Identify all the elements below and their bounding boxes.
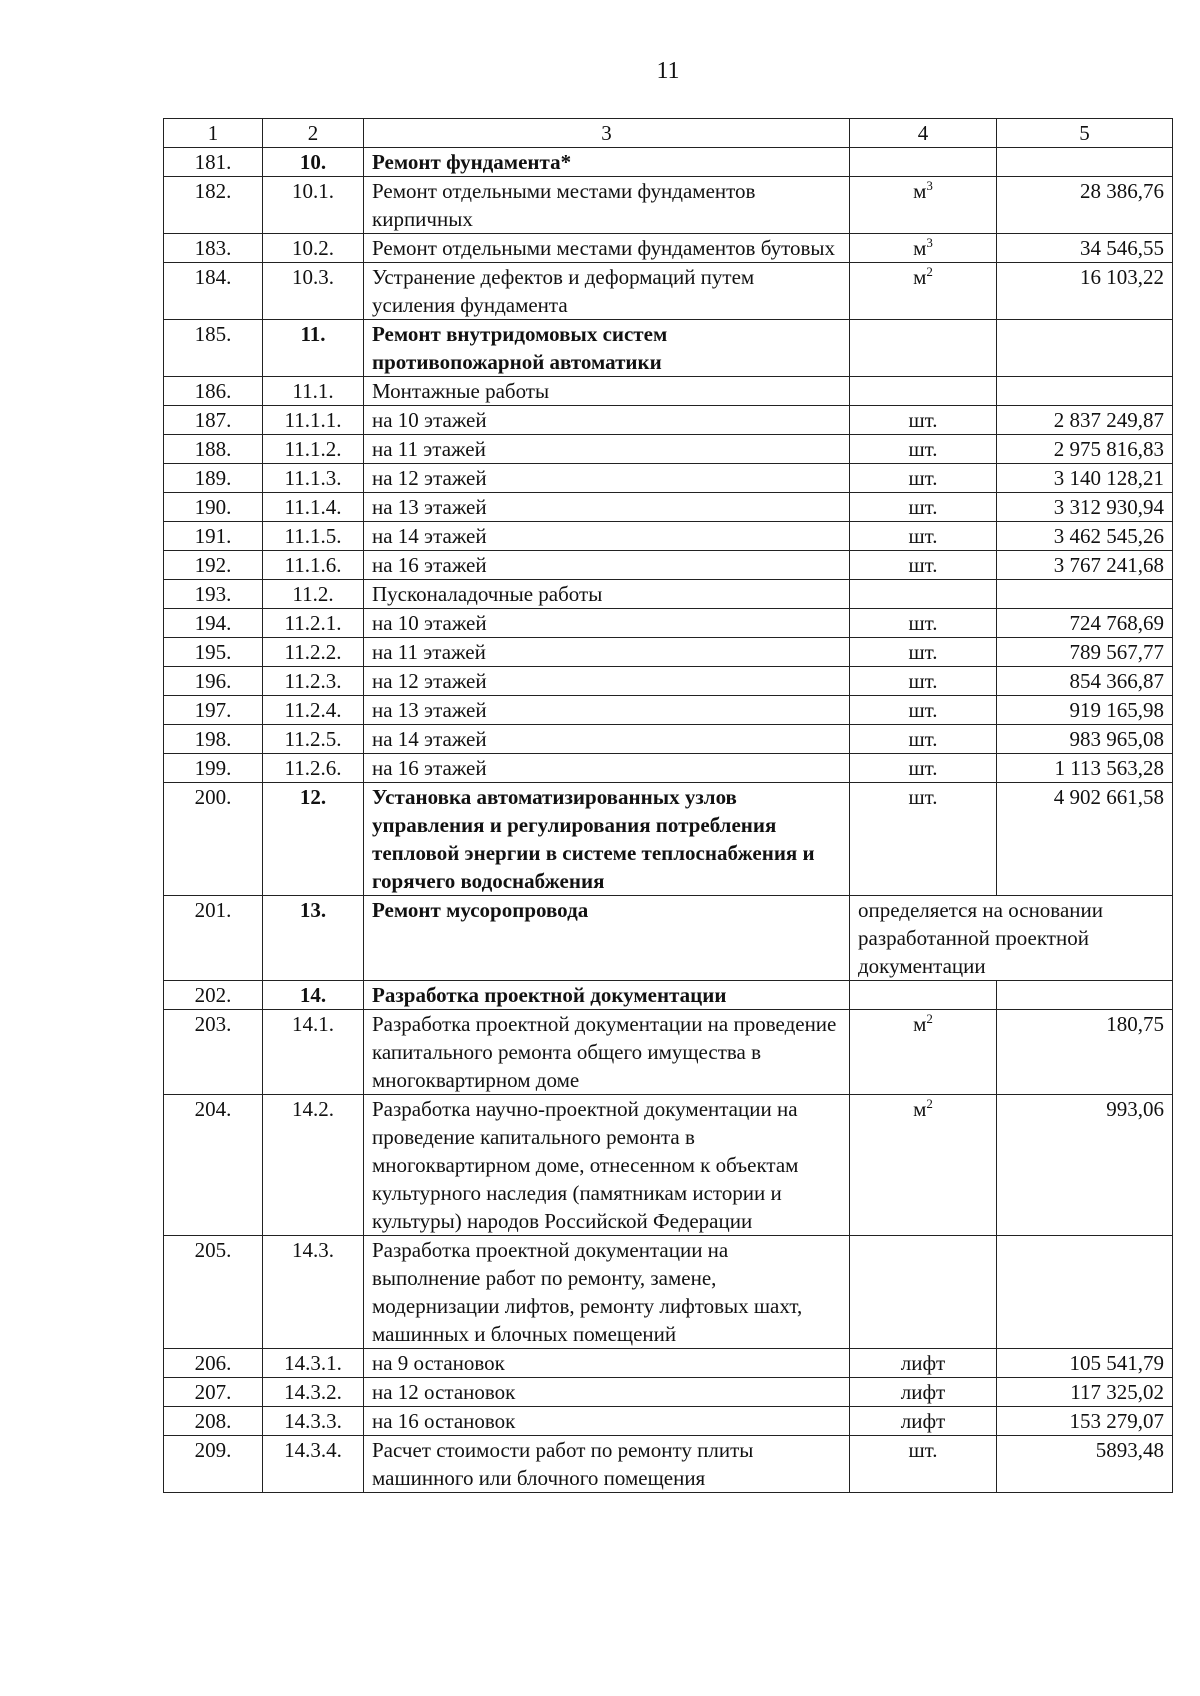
item-unit xyxy=(850,1378,997,1407)
row-number: 196. xyxy=(164,667,263,696)
unit-superscript: 2 xyxy=(926,264,933,279)
item-code: 11.1.6. xyxy=(263,551,364,580)
item-name: Монтажные работы xyxy=(364,377,850,406)
item-code: 14.3.1. xyxy=(263,1349,364,1378)
row-number: 194. xyxy=(164,609,263,638)
unit-label: шт. xyxy=(908,640,938,664)
item-price: 993,06 xyxy=(997,1095,1173,1236)
item-price: 854 366,87 xyxy=(997,667,1173,696)
row-number: 193. xyxy=(164,580,263,609)
table-row xyxy=(164,464,1173,493)
item-unit xyxy=(850,377,997,406)
unit-label: м xyxy=(913,1097,927,1121)
row-number: 190. xyxy=(164,493,263,522)
item-name: Пусконаладочные работы xyxy=(364,580,850,609)
item-name: на 11 этажей xyxy=(364,435,850,464)
item-name: на 14 этажей xyxy=(364,725,850,754)
unit-label: шт. xyxy=(908,466,938,490)
item-name: на 16 остановок xyxy=(364,1407,850,1436)
row-number: 207. xyxy=(164,1378,263,1407)
row-number: 184. xyxy=(164,263,263,320)
table-row xyxy=(164,783,1173,896)
item-code: 11.2.5. xyxy=(263,725,364,754)
item-code: 10.3. xyxy=(263,263,364,320)
item-code: 11.2.2. xyxy=(263,638,364,667)
item-unit xyxy=(850,493,997,522)
item-code: 14.2. xyxy=(263,1095,364,1236)
table-row xyxy=(164,981,1173,1010)
item-code: 11.2.1. xyxy=(263,609,364,638)
item-code: 10.1. xyxy=(263,177,364,234)
row-number: 187. xyxy=(164,406,263,435)
table-row xyxy=(164,435,1173,464)
item-price: 2 975 816,83 xyxy=(997,435,1173,464)
unit-superscript: 3 xyxy=(926,235,933,250)
item-code: 11.1.2. xyxy=(263,435,364,464)
item-name: на 12 этажей xyxy=(364,667,850,696)
item-name: Ремонт мусоропровода xyxy=(364,896,850,981)
item-code: 11.1.1. xyxy=(263,406,364,435)
item-name: на 11 этажей xyxy=(364,638,850,667)
table-row xyxy=(164,696,1173,725)
unit-label: м xyxy=(913,1012,927,1036)
column-header-5: 5 xyxy=(997,119,1173,148)
table-row xyxy=(164,263,1173,320)
price-table xyxy=(163,118,1173,1493)
column-header-1: 1 xyxy=(164,119,263,148)
column-header-4: 4 xyxy=(850,119,997,148)
table-row xyxy=(164,177,1173,234)
item-code: 10.2. xyxy=(263,234,364,263)
item-code: 14. xyxy=(263,981,364,1010)
item-name: Разработка научно-проектной документации на проведение капитального ремонта в многоквартирном доме, отнесенном к объектам культурного наследия (памятникам истории и культуры) народов Российской Федерации xyxy=(364,1095,850,1236)
table-row xyxy=(164,638,1173,667)
item-unit xyxy=(850,1236,997,1349)
item-note: определяется на основании разработанной проектной документации xyxy=(850,896,1173,981)
table-row xyxy=(164,148,1173,177)
row-number: 183. xyxy=(164,234,263,263)
row-number: 186. xyxy=(164,377,263,406)
item-unit xyxy=(850,522,997,551)
item-price: 3 140 128,21 xyxy=(997,464,1173,493)
item-price: 3 462 545,26 xyxy=(997,522,1173,551)
unit-label: шт. xyxy=(908,611,938,635)
item-unit xyxy=(850,464,997,493)
item-price: 5893,48 xyxy=(997,1436,1173,1493)
row-number: 209. xyxy=(164,1436,263,1493)
item-unit xyxy=(850,406,997,435)
unit-superscript: 3 xyxy=(926,178,933,193)
item-price xyxy=(997,148,1173,177)
item-price: 1 113 563,28 xyxy=(997,754,1173,783)
table-row xyxy=(164,1010,1173,1095)
table-row xyxy=(164,725,1173,754)
unit-superscript: 2 xyxy=(926,1011,933,1026)
unit-label: шт. xyxy=(908,553,938,577)
table-row xyxy=(164,320,1173,377)
item-code: 11.2.4. xyxy=(263,696,364,725)
item-price xyxy=(997,320,1173,377)
row-number: 199. xyxy=(164,754,263,783)
row-number: 206. xyxy=(164,1349,263,1378)
row-number: 205. xyxy=(164,1236,263,1349)
row-number: 189. xyxy=(164,464,263,493)
item-name: на 9 остановок xyxy=(364,1349,850,1378)
unit-label: шт. xyxy=(908,408,938,432)
row-number: 181. xyxy=(164,148,263,177)
item-code: 11.1.5. xyxy=(263,522,364,551)
table-row xyxy=(164,493,1173,522)
item-price: 180,75 xyxy=(997,1010,1173,1095)
item-code: 11.1. xyxy=(263,377,364,406)
item-unit xyxy=(850,609,997,638)
item-unit xyxy=(850,667,997,696)
item-name: на 12 этажей xyxy=(364,464,850,493)
item-code: 11.2.6. xyxy=(263,754,364,783)
unit-label: шт. xyxy=(908,495,938,519)
unit-label: м xyxy=(913,265,927,289)
item-name: Расчет стоимости работ по ремонту плиты машинного или блочного помещения xyxy=(364,1436,850,1493)
item-code: 12. xyxy=(263,783,364,896)
item-price xyxy=(997,580,1173,609)
item-name: Разработка проектной документации на выполнение работ по ремонту, замене, модернизации лифтов, ремонту лифтовых шахт, машинных и блочных помещений xyxy=(364,1236,850,1349)
item-price: 983 965,08 xyxy=(997,725,1173,754)
unit-superscript: 2 xyxy=(926,1096,933,1111)
item-name: Установка автоматизированных узлов управления и регулирования потребления тепловой энергии в системе теплоснабжения и горячего водоснабжения xyxy=(364,783,850,896)
item-code: 11.2. xyxy=(263,580,364,609)
table-row xyxy=(164,234,1173,263)
item-unit xyxy=(850,148,997,177)
table-row xyxy=(164,754,1173,783)
item-code: 10. xyxy=(263,148,364,177)
item-price: 34 546,55 xyxy=(997,234,1173,263)
unit-label: шт. xyxy=(908,698,938,722)
row-number: 195. xyxy=(164,638,263,667)
row-number: 203. xyxy=(164,1010,263,1095)
item-price: 724 768,69 xyxy=(997,609,1173,638)
item-name: на 13 этажей xyxy=(364,493,850,522)
item-unit xyxy=(850,320,997,377)
table-row xyxy=(164,667,1173,696)
item-name: на 14 этажей xyxy=(364,522,850,551)
item-price: 153 279,07 xyxy=(997,1407,1173,1436)
item-code: 11. xyxy=(263,320,364,377)
item-name: Разработка проектной документации на проведение капитального ремонта общего имущества в многоквартирном доме xyxy=(364,1010,850,1095)
item-unit xyxy=(850,638,997,667)
unit-label: шт. xyxy=(908,785,938,809)
item-name: Ремонт фундамента* xyxy=(364,148,850,177)
unit-label: шт. xyxy=(908,727,938,751)
item-code: 11.2.3. xyxy=(263,667,364,696)
column-header-3: 3 xyxy=(364,119,850,148)
item-code: 13. xyxy=(263,896,364,981)
item-code: 14.3.3. xyxy=(263,1407,364,1436)
item-code: 11.1.4. xyxy=(263,493,364,522)
row-number: 201. xyxy=(164,896,263,981)
header-row xyxy=(164,119,1173,148)
row-number: 182. xyxy=(164,177,263,234)
row-number: 198. xyxy=(164,725,263,754)
unit-label: шт. xyxy=(908,669,938,693)
table-row xyxy=(164,1378,1173,1407)
item-unit xyxy=(850,1407,997,1436)
row-number: 191. xyxy=(164,522,263,551)
unit-label: шт. xyxy=(908,437,938,461)
item-unit xyxy=(850,754,997,783)
item-code: 11.1.3. xyxy=(263,464,364,493)
item-price: 16 103,22 xyxy=(997,263,1173,320)
item-name: на 12 остановок xyxy=(364,1378,850,1407)
row-number: 185. xyxy=(164,320,263,377)
item-name: Ремонт внутридомовых систем противопожарной автоматики xyxy=(364,320,850,377)
unit-label: шт. xyxy=(908,756,938,780)
item-unit xyxy=(850,696,997,725)
row-number: 192. xyxy=(164,551,263,580)
item-price: 789 567,77 xyxy=(997,638,1173,667)
item-unit xyxy=(850,435,997,464)
item-price: 4 902 661,58 xyxy=(997,783,1173,896)
table-row xyxy=(164,1095,1173,1236)
table-row xyxy=(164,522,1173,551)
unit-label: лифт xyxy=(900,1380,946,1404)
table-row xyxy=(164,896,1173,981)
page-number: 11 xyxy=(656,58,680,84)
item-price: 3 767 241,68 xyxy=(997,551,1173,580)
table-row xyxy=(164,1236,1173,1349)
unit-label: лифт xyxy=(900,1409,946,1433)
item-code: 14.3. xyxy=(263,1236,364,1349)
item-unit xyxy=(850,783,997,896)
item-price: 117 325,02 xyxy=(997,1378,1173,1407)
item-unit xyxy=(850,1349,997,1378)
item-name: Разработка проектной документации xyxy=(364,981,850,1010)
item-unit xyxy=(850,580,997,609)
item-unit xyxy=(850,234,997,263)
item-name: на 16 этажей xyxy=(364,551,850,580)
item-name: Ремонт отдельными местами фундаментов кирпичных xyxy=(364,177,850,234)
table-body xyxy=(164,148,1173,1493)
item-name: на 16 этажей xyxy=(364,754,850,783)
column-header-2: 2 xyxy=(263,119,364,148)
table-row xyxy=(164,1407,1173,1436)
item-name: Ремонт отдельными местами фундаментов бутовых xyxy=(364,234,850,263)
item-code: 14.1. xyxy=(263,1010,364,1095)
table-row xyxy=(164,1349,1173,1378)
unit-label: м xyxy=(913,179,927,203)
item-price xyxy=(997,1236,1173,1349)
row-number: 208. xyxy=(164,1407,263,1436)
item-name: на 10 этажей xyxy=(364,406,850,435)
item-unit xyxy=(850,1436,997,1493)
row-number: 204. xyxy=(164,1095,263,1236)
unit-label: шт. xyxy=(908,1438,938,1462)
item-price: 28 386,76 xyxy=(997,177,1173,234)
unit-label: лифт xyxy=(900,1351,946,1375)
table-row xyxy=(164,377,1173,406)
item-unit xyxy=(850,1010,997,1095)
item-unit xyxy=(850,551,997,580)
item-name: на 13 этажей xyxy=(364,696,850,725)
item-unit xyxy=(850,725,997,754)
unit-label: шт. xyxy=(908,524,938,548)
item-price xyxy=(997,981,1173,1010)
item-price: 3 312 930,94 xyxy=(997,493,1173,522)
table-row xyxy=(164,580,1173,609)
row-number: 200. xyxy=(164,783,263,896)
unit-label: м xyxy=(913,236,927,260)
row-number: 188. xyxy=(164,435,263,464)
item-unit xyxy=(850,177,997,234)
item-name: на 10 этажей xyxy=(364,609,850,638)
item-price: 105 541,79 xyxy=(997,1349,1173,1378)
item-code: 14.3.4. xyxy=(263,1436,364,1493)
row-number: 197. xyxy=(164,696,263,725)
item-unit xyxy=(850,1095,997,1236)
table-row xyxy=(164,551,1173,580)
table-row xyxy=(164,1436,1173,1493)
row-number: 202. xyxy=(164,981,263,1010)
item-price xyxy=(997,377,1173,406)
table-row xyxy=(164,406,1173,435)
table-row xyxy=(164,609,1173,638)
item-code: 14.3.2. xyxy=(263,1378,364,1407)
item-price: 919 165,98 xyxy=(997,696,1173,725)
item-unit xyxy=(850,263,997,320)
item-price: 2 837 249,87 xyxy=(997,406,1173,435)
item-unit xyxy=(850,981,997,1010)
item-name: Устранение дефектов и деформаций путем усиления фундамента xyxy=(364,263,850,320)
